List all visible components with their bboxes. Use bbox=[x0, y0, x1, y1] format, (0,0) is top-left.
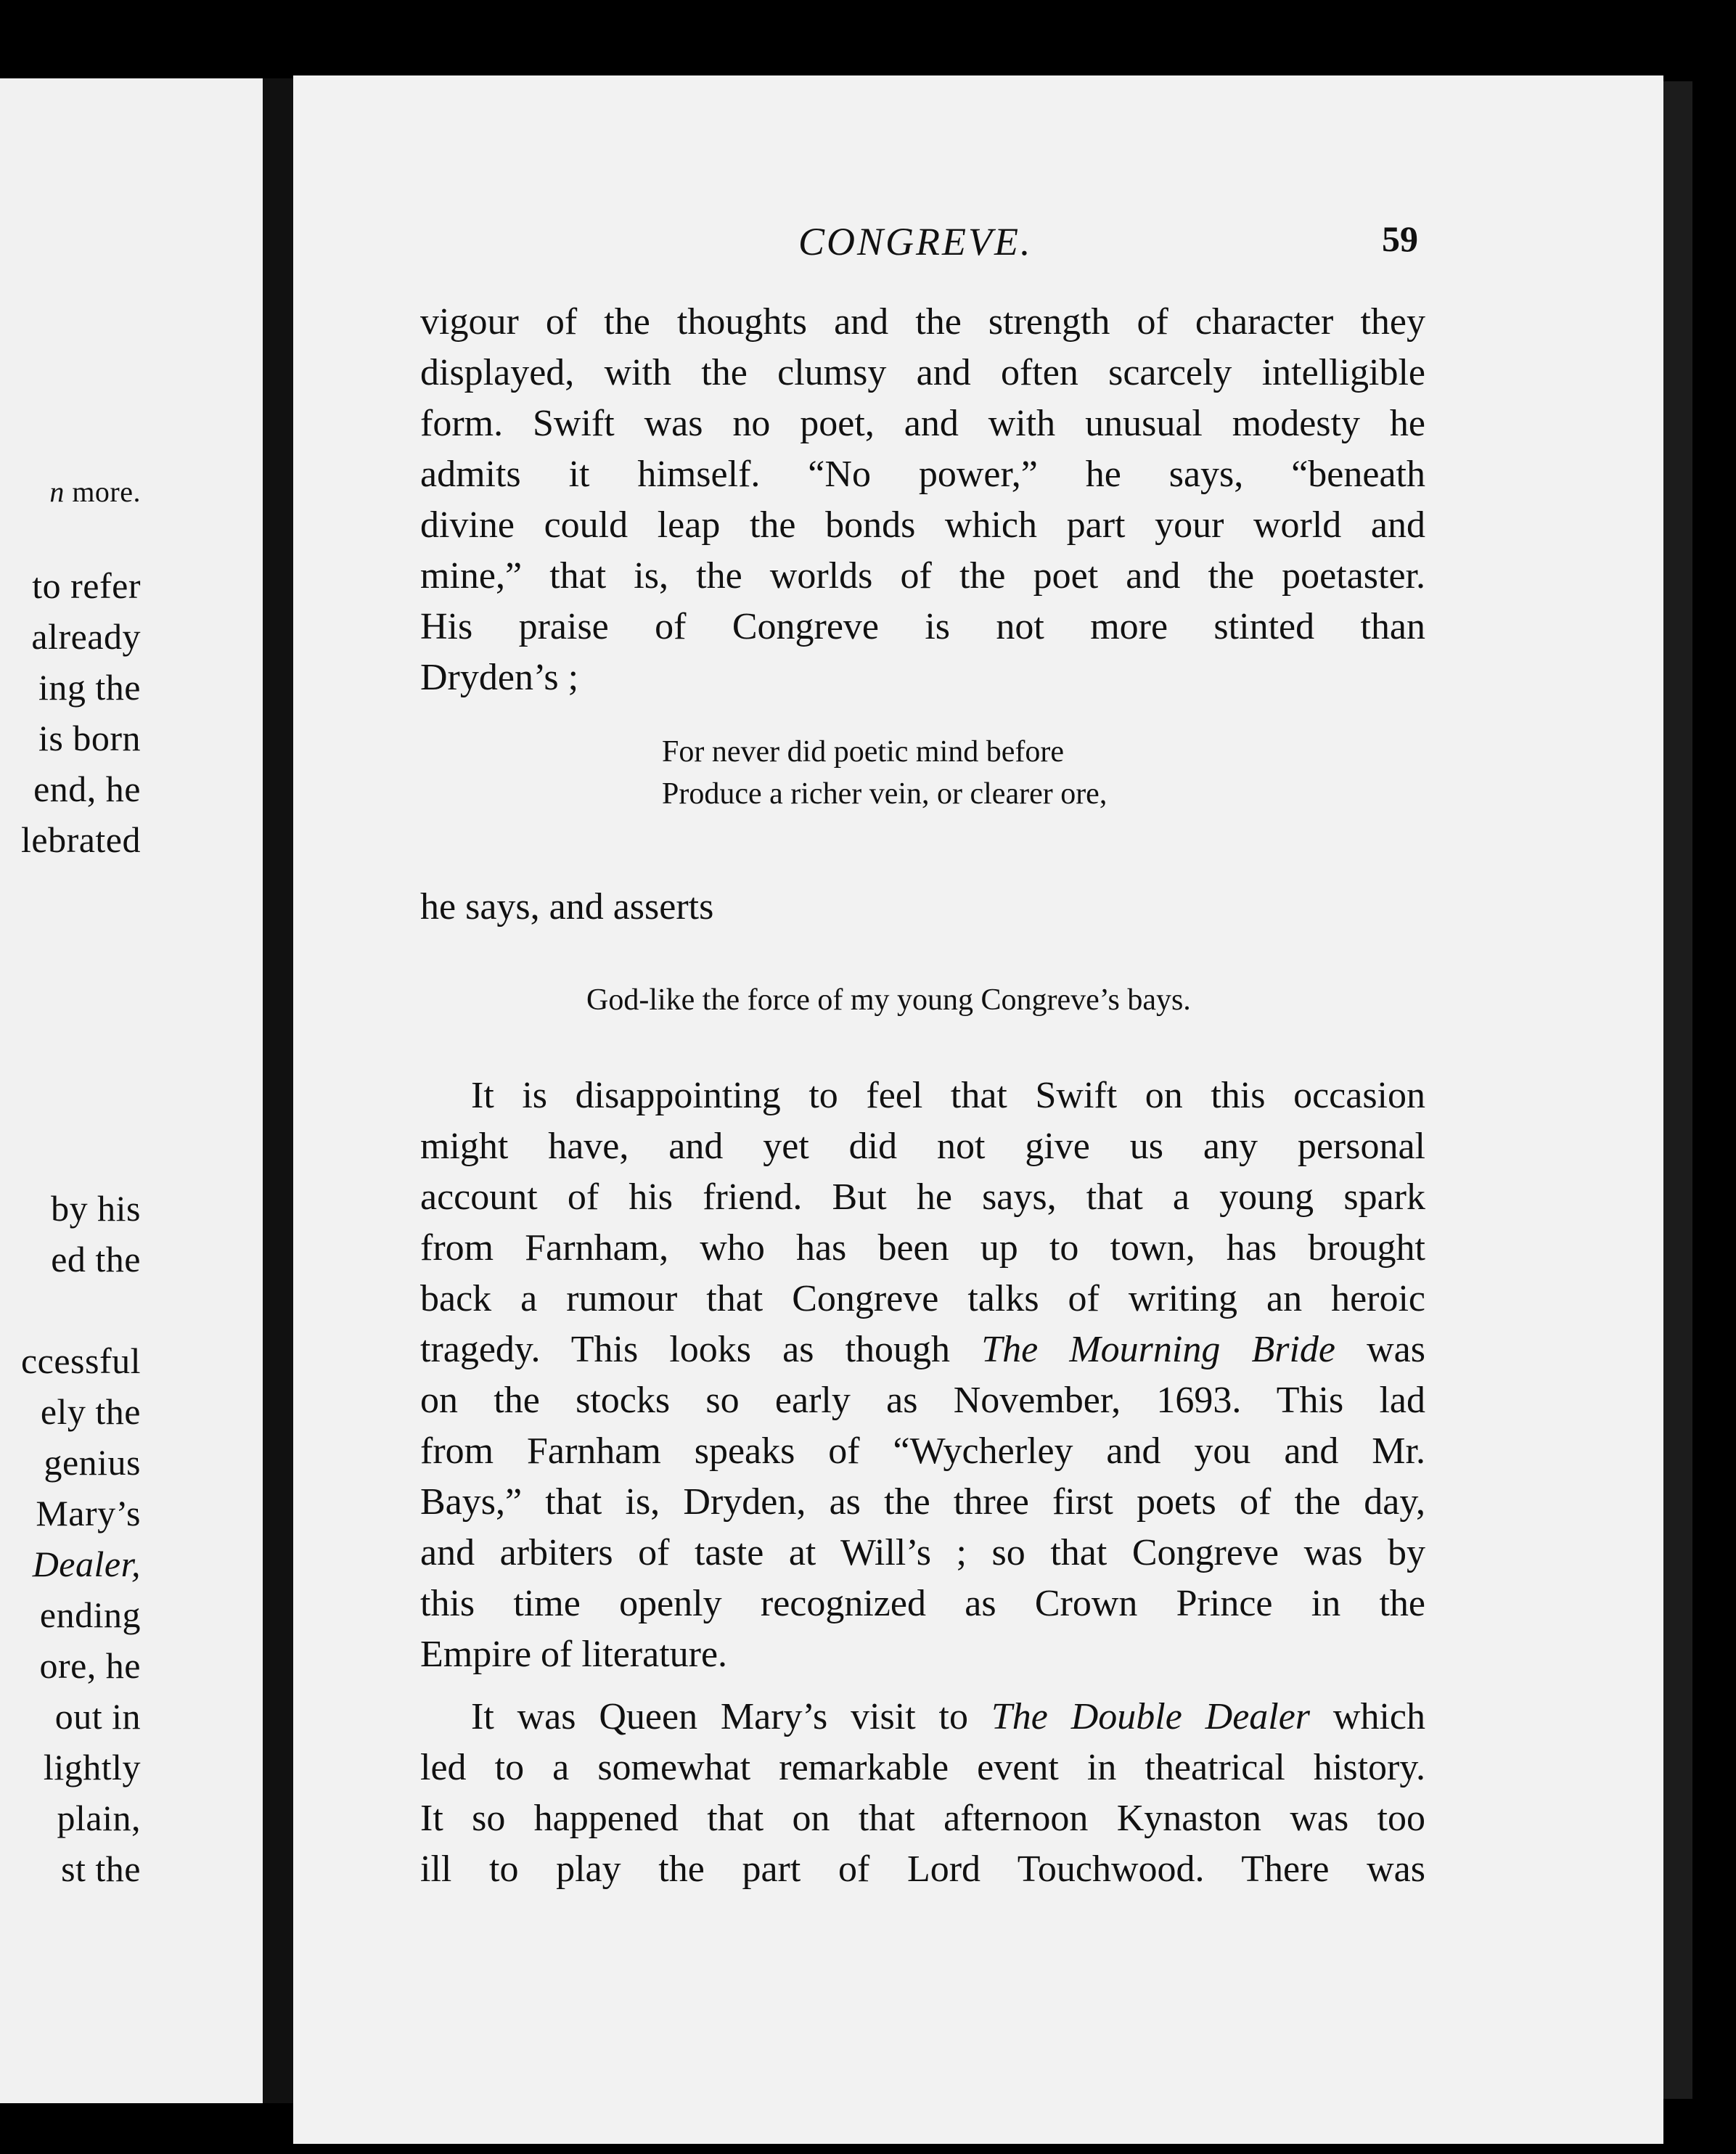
left-fragment-line: ed the bbox=[51, 1239, 141, 1279]
text-line: It so happened that on that afternoon Kynaston was too bbox=[420, 1798, 1425, 1839]
left-fragment-line: ing the bbox=[38, 667, 141, 708]
text-line: displayed, with the clumsy and often scarcely intelligible bbox=[420, 352, 1425, 393]
book-gutter bbox=[263, 78, 293, 2103]
text-line: on the stocks so early as November, 1693. This lad bbox=[420, 1380, 1425, 1421]
left-fragment-line: st the bbox=[61, 1848, 141, 1889]
text-line: back a rumour that Congreve talks of writing an heroic bbox=[420, 1278, 1425, 1319]
left-fragment-line: out in bbox=[54, 1696, 141, 1737]
text-line: vigour of the thoughts and the strength of character they bbox=[420, 301, 1425, 343]
text-line: Empire of literature. bbox=[420, 1634, 728, 1675]
left-fragment-line: genius bbox=[44, 1442, 141, 1483]
left-fragment-line: ely the bbox=[40, 1391, 141, 1432]
text-line: His praise of Congreve is not more stinted than bbox=[420, 606, 1425, 647]
text-line: might have, and yet did not give us any personal bbox=[420, 1126, 1425, 1167]
left-fragment-line: n more. bbox=[49, 475, 141, 508]
verse-line: For never did poetic mind before bbox=[662, 735, 1064, 769]
left-fragment-line: to refer bbox=[32, 565, 141, 606]
text-line: this time openly recognized as Crown Prince in the bbox=[420, 1583, 1425, 1624]
running-head: CONGREVE. bbox=[798, 220, 1033, 263]
text-line: account of his friend. But he says, that a young spark bbox=[420, 1176, 1425, 1218]
left-fragment-line: lebrated bbox=[20, 819, 141, 860]
quoted-line: God-like the force of my young Congreve’s bays. bbox=[586, 983, 1191, 1017]
left-fragment-line: ccessful bbox=[20, 1340, 141, 1381]
title-italic: The Mourning Bride bbox=[981, 1329, 1335, 1370]
left-page bbox=[0, 78, 263, 2103]
text-line: he says, and asserts bbox=[420, 886, 714, 927]
page-number: 59 bbox=[1382, 218, 1418, 259]
text-line: ill to play the part of Lord Touchwood. There was bbox=[420, 1848, 1425, 1890]
text-line: from Farnham, who has been up to town, has brought bbox=[420, 1227, 1425, 1269]
left-fragment-line: ore, he bbox=[39, 1645, 141, 1686]
text-line: admits it himself. “No power,” he says, “beneath bbox=[420, 454, 1425, 495]
left-fragment-line: end, he bbox=[33, 769, 141, 809]
text-line: divine could leap the bonds which part your world and bbox=[420, 504, 1425, 546]
left-fragment-line: lightly bbox=[43, 1747, 141, 1788]
page-edge bbox=[1663, 81, 1692, 2099]
text-line: and arbiters of taste at Will’s ; so that Congreve was by bbox=[420, 1532, 1425, 1573]
text-line: Bays,” that is, Dryden, as the three first poets of the day, bbox=[420, 1481, 1425, 1523]
text-line: It is disappointing to feel that Swift on this occasion bbox=[471, 1075, 1425, 1116]
text-line: mine,” that is, the worlds of the poet and the poetaster. bbox=[420, 555, 1425, 597]
left-fragment-line: ending bbox=[39, 1594, 141, 1635]
text-line: Dryden’s ; bbox=[420, 657, 579, 698]
text-line: led to a somewhat remarkable event in theatrical history. bbox=[420, 1747, 1425, 1788]
verse-line: Produce a richer vein, or clearer ore, bbox=[662, 777, 1107, 811]
left-fragment-line: plain, bbox=[57, 1798, 141, 1838]
right-page bbox=[293, 75, 1663, 2144]
left-fragment-line: Dealer, bbox=[32, 1544, 141, 1584]
text-line: It was Queen Mary’s visit to The Double Dealer which bbox=[471, 1696, 1425, 1737]
left-fragment-line: is born bbox=[38, 718, 141, 758]
title-italic: The Double Dealer bbox=[991, 1696, 1311, 1737]
text-line: form. Swift was no poet, and with unusual modesty he bbox=[420, 403, 1425, 444]
left-fragment-line: already bbox=[31, 616, 141, 657]
text-line: from Farnham speaks of “Wycherley and you and Mr. bbox=[420, 1430, 1425, 1472]
text-line: tragedy. This looks as though The Mourning Bride was bbox=[420, 1329, 1425, 1370]
left-fragment-line: Mary’s bbox=[36, 1493, 141, 1533]
left-fragment-line: by his bbox=[51, 1188, 141, 1229]
